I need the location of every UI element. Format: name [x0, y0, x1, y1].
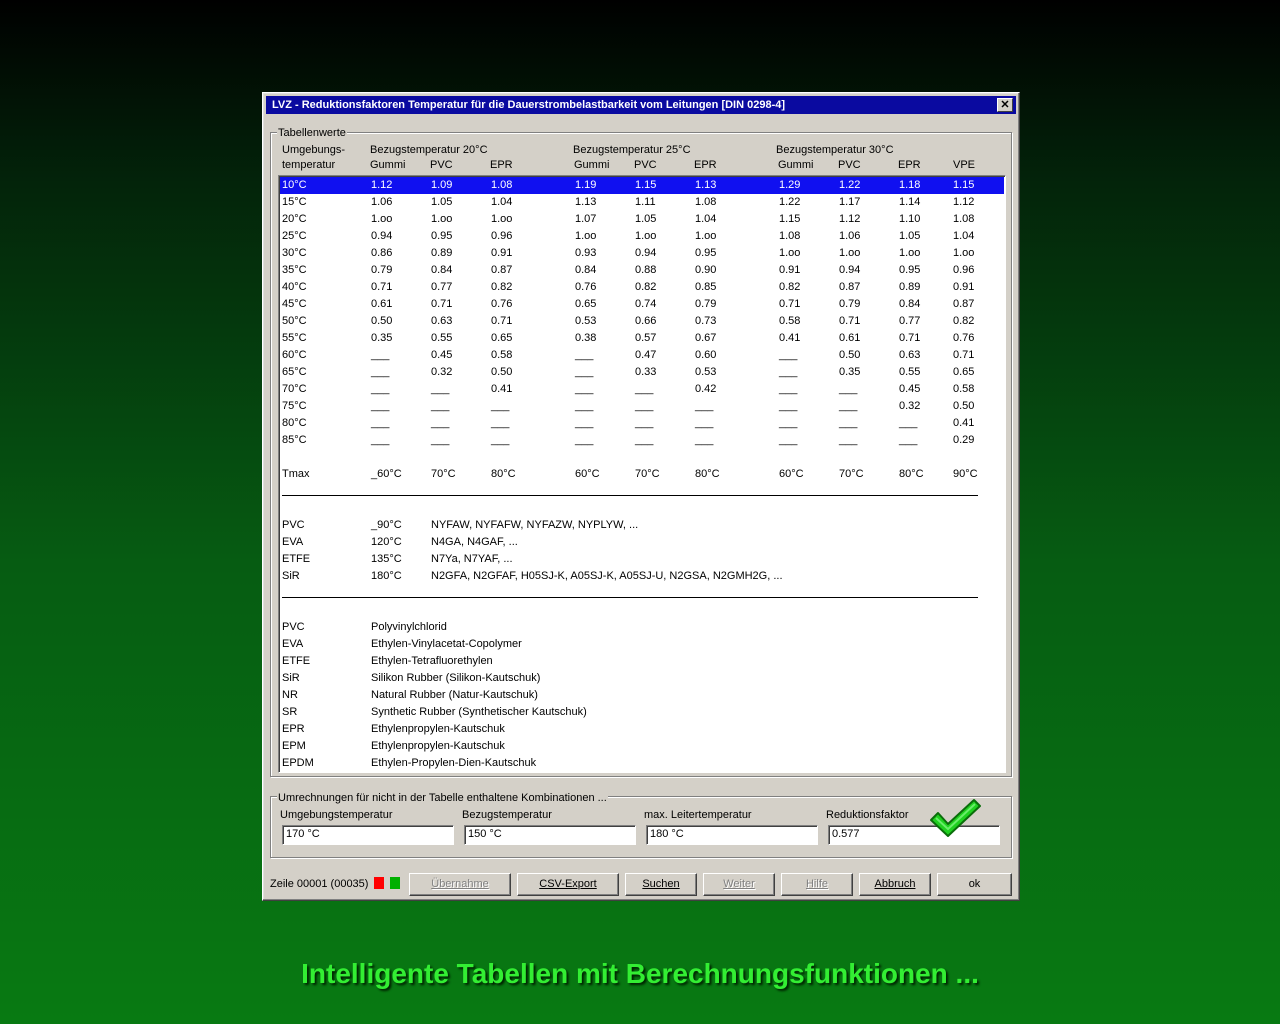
table-cell: ___	[371, 434, 390, 446]
table-cell: 0.96	[491, 230, 513, 242]
table-cell: 0.71	[953, 349, 975, 361]
table-cell: 0.71	[779, 298, 801, 310]
table-cell: 60°C	[282, 349, 307, 361]
umgebung-input[interactable]: 170 °C	[282, 825, 454, 845]
table-cell: 1.12	[839, 213, 861, 225]
status-red-indicator	[374, 877, 384, 889]
status-text: Zeile 00001 (00035)	[270, 878, 369, 890]
table-cell: ___	[695, 434, 714, 446]
bezug-label: Bezugstemperatur	[462, 809, 552, 821]
umrechnung-label: Umrechnungen für nicht in der Tabelle enthaltene Kombinationen ...	[278, 792, 607, 804]
table-cell: _60°C	[371, 468, 402, 480]
table-cell: 1.04	[953, 230, 975, 242]
table-cell: 1.05	[899, 230, 921, 242]
table-cell: 0.33	[635, 366, 657, 378]
table-cell: 0.76	[575, 281, 597, 293]
table-cell: 1.11	[635, 196, 656, 208]
table-cell: 80°C	[695, 468, 720, 480]
table-cell: ___	[431, 383, 450, 395]
table-cell: Natural Rubber (Natur-Kautschuk)	[371, 689, 538, 701]
glossary-row[interactable]	[280, 687, 1004, 704]
header-umgebung-1: Umgebungs-	[282, 144, 345, 156]
tabellenwerte-label: Tabellenwerte	[278, 127, 346, 139]
table-cell: 0.50	[953, 400, 975, 412]
table-cell: 1.04	[491, 196, 513, 208]
table-cell: ___	[371, 400, 390, 412]
table-cell: 0.32	[431, 366, 453, 378]
table-cell: 70°C	[431, 468, 456, 480]
table-cell: ___	[575, 349, 594, 361]
maxleiter-input[interactable]: 180 °C	[646, 825, 818, 845]
table-cell: 1.oo	[695, 230, 717, 242]
table-cell: 0.85	[695, 281, 717, 293]
table-cell: 0.63	[431, 315, 453, 327]
table-cell: PVC	[282, 621, 305, 633]
table-cell: 1.15	[953, 179, 975, 191]
subheader-cell: Gummi	[574, 159, 610, 171]
table-cell: 1.04	[695, 213, 717, 225]
table-cell: 1.08	[953, 213, 975, 225]
table-cell: 1.13	[695, 179, 717, 191]
subheader-cell: PVC	[430, 159, 453, 171]
table-cell: 0.91	[953, 281, 975, 293]
subheader-cell: EPR	[898, 159, 921, 171]
table-cell: 0.55	[431, 332, 453, 344]
table-cell: EPM	[282, 740, 306, 752]
table-cell: 0.96	[953, 264, 975, 276]
table-cell: 0.61	[371, 298, 393, 310]
table-cell: 0.76	[953, 332, 975, 344]
glossary-row[interactable]	[280, 738, 1004, 755]
table-cell: 0.71	[839, 315, 861, 327]
table-cell: 0.58	[953, 383, 975, 395]
table-row[interactable]	[280, 262, 1004, 279]
table-cell: 0.87	[953, 298, 975, 310]
table-cell: EVA	[282, 638, 304, 650]
table-cell: 30°C	[282, 247, 307, 259]
table-cell: 0.71	[491, 315, 513, 327]
table-cell: 0.45	[431, 349, 453, 361]
table-row[interactable]	[280, 381, 1004, 398]
table-cell: 0.90	[695, 264, 717, 276]
table-cell: 0.88	[635, 264, 657, 276]
caption-text: Intelligente Tabellen mit Berechnungsfunktionen ...	[301, 958, 979, 989]
table-cell: 0.89	[431, 247, 453, 259]
table-cell: ___	[491, 434, 510, 446]
header-bezug-25: Bezugstemperatur 25°C	[573, 144, 691, 156]
table-cell: 0.65	[575, 298, 597, 310]
table-cell: ___	[575, 383, 594, 395]
table-cell: 0.60	[695, 349, 717, 361]
table-cell: 1.oo	[779, 247, 801, 259]
table-cell: 180°C	[371, 570, 402, 582]
header-bezug-30: Bezugstemperatur 30°C	[776, 144, 894, 156]
window-title: LVZ - Reduktionsfaktoren Temperatur für die Dauerstrombelastbarkeit vom Leitungen [DIN 0298-4]	[272, 99, 786, 111]
table-cell: 70°C	[839, 468, 864, 480]
subheader-cell: Gummi	[370, 159, 406, 171]
table-cell: 1.19	[575, 179, 597, 191]
table-cell: 0.91	[779, 264, 801, 276]
table-cell: 1.oo	[899, 247, 921, 259]
table-cell: 0.55	[899, 366, 921, 378]
table-cell: 55°C	[282, 332, 307, 344]
suchen-button[interactable]: Suchen	[625, 873, 697, 896]
table-cell: Ethylenpropylen-Kautschuk	[371, 740, 505, 752]
table-cell: 0.74	[635, 298, 657, 310]
table-cell: 0.63	[899, 349, 921, 361]
table-row[interactable]	[280, 398, 1004, 415]
table-cell: 65°C	[282, 366, 307, 378]
data-table[interactable]	[278, 175, 1006, 773]
table-cell: 0.91	[491, 247, 513, 259]
csv-export-button[interactable]: CSV-Export	[517, 873, 619, 896]
table-cell: ___	[899, 417, 918, 429]
table-row[interactable]	[280, 449, 1004, 466]
table-cell: Silikon Rubber (Silikon-Kautschuk)	[371, 672, 541, 684]
table-cell: 1.oo	[491, 213, 513, 225]
glossary-row[interactable]	[280, 670, 1004, 687]
table-cell: 1.06	[371, 196, 393, 208]
table-cell: ___	[839, 417, 858, 429]
table-cell: 1.09	[431, 179, 453, 191]
table-row[interactable]	[280, 415, 1004, 432]
subheader-cell: EPR	[694, 159, 717, 171]
table-cell: 70°C	[635, 468, 660, 480]
table-cell: ___	[899, 434, 918, 446]
table-cell: N2GFA, N2GFAF, H05SJ-K, A05SJ-K, A05SJ-U, N2GSA, N2GMH2G, ...	[431, 570, 783, 582]
table-row[interactable]	[280, 177, 1004, 194]
table-cell: ___	[695, 400, 714, 412]
table-cell: 0.42	[695, 383, 717, 395]
table-cell: 0.50	[491, 366, 513, 378]
table-cell: 0.61	[839, 332, 861, 344]
table-row[interactable]	[280, 313, 1004, 330]
table-cell: 0.71	[899, 332, 921, 344]
table-cell: 0.47	[635, 349, 657, 361]
separator-line	[282, 597, 978, 598]
material-row[interactable]	[280, 568, 1004, 585]
table-cell: 1.oo	[839, 247, 861, 259]
table-cell: 0.77	[431, 281, 453, 293]
table-cell: 0.82	[953, 315, 975, 327]
table-cell: 1.22	[779, 196, 801, 208]
ok-button[interactable]: ok	[937, 873, 1012, 896]
subheader-cell: VPE	[953, 159, 976, 171]
check-icon	[928, 798, 982, 840]
table-cell: Ethylenpropylen-Kautschuk	[371, 723, 505, 735]
table-cell: 0.82	[491, 281, 513, 293]
table-cell: ___	[371, 366, 390, 378]
table-cell: 0.35	[371, 332, 393, 344]
table-cell: 0.73	[695, 315, 717, 327]
table-cell: 0.65	[491, 332, 513, 344]
table-cell: 80°C	[282, 417, 307, 429]
table-cell: 80°C	[491, 468, 516, 480]
table-cell: ___	[431, 400, 450, 412]
table-cell: ___	[491, 417, 510, 429]
table-cell: ___	[371, 349, 390, 361]
table-cell: 0.29	[953, 434, 975, 446]
table-cell: ___	[779, 366, 798, 378]
table-cell: 80°C	[899, 468, 924, 480]
table-cell: 0.87	[491, 264, 513, 276]
table-row[interactable]	[280, 330, 1004, 347]
table-cell: 1.oo	[635, 230, 657, 242]
table-cell: ___	[575, 434, 594, 446]
table-cell: SiR	[282, 672, 300, 684]
table-cell: 0.89	[899, 281, 921, 293]
table-cell: 1.oo	[371, 213, 393, 225]
material-row[interactable]	[280, 551, 1004, 568]
table-cell: 50°C	[282, 315, 307, 327]
table-row[interactable]	[280, 245, 1004, 262]
table-cell: 0.77	[899, 315, 921, 327]
table-cell: 1.15	[779, 213, 801, 225]
subheader-cell: PVC	[634, 159, 657, 171]
table-cell: 0.71	[431, 298, 453, 310]
table-cell: ___	[371, 417, 390, 429]
table-cell: N7Ya, N7YAF, ...	[431, 553, 513, 565]
table-cell: NYFAW, NYFAFW, NYFAZW, NYPLYW, ...	[431, 519, 639, 531]
table-cell: 90°C	[953, 468, 978, 480]
table-row[interactable]	[280, 211, 1004, 228]
table-cell: 40°C	[282, 281, 307, 293]
table-cell: 1.08	[779, 230, 801, 242]
table-cell: 1.12	[371, 179, 393, 191]
umgebung-label: Umgebungstemperatur	[280, 809, 393, 821]
table-cell: 0.93	[575, 247, 597, 259]
table-cell: 0.65	[953, 366, 975, 378]
table-cell: 25°C	[282, 230, 307, 242]
table-cell: 0.87	[839, 281, 861, 293]
table-cell: 0.84	[575, 264, 597, 276]
table-cell: SR	[282, 706, 298, 718]
table-cell: 1.22	[839, 179, 861, 191]
dialog-window	[262, 92, 1020, 901]
table-cell: Ethylen-Propylen-Dien-Kautschuk	[371, 757, 537, 769]
table-cell: Polyvinylchlorid	[371, 621, 447, 633]
table-cell: ___	[779, 349, 798, 361]
table-cell: 0.58	[779, 315, 801, 327]
uebernahme-button[interactable]: Übernahme	[409, 873, 511, 896]
table-cell: 1.18	[899, 179, 921, 191]
table-cell: 0.41	[953, 417, 975, 429]
table-cell: EPDM	[282, 757, 314, 769]
table-cell: 0.82	[635, 281, 657, 293]
table-cell: 0.95	[899, 264, 921, 276]
table-cell: ___	[839, 400, 858, 412]
maxleiter-label: max. Leitertemperatur	[644, 809, 752, 821]
table-cell: 1.oo	[575, 230, 597, 242]
table-cell: 0.94	[635, 247, 657, 259]
table-cell: 0.76	[491, 298, 513, 310]
abbruch-button[interactable]: Abbruch	[859, 873, 931, 896]
table-cell: Synthetic Rubber (Synthetischer Kautschuk)	[371, 706, 587, 718]
table-cell: 1.17	[839, 196, 861, 208]
table-cell: _90°C	[371, 519, 402, 531]
table-cell: 1.oo	[431, 213, 453, 225]
table-cell: 0.50	[839, 349, 861, 361]
table-cell: 0.84	[899, 298, 921, 310]
table-cell: 0.35	[839, 366, 861, 378]
table-cell: SiR	[282, 570, 300, 582]
table-cell: 1.10	[899, 213, 921, 225]
glossary-row[interactable]	[280, 619, 1004, 636]
table-cell: 0.66	[635, 315, 657, 327]
table-cell: NR	[282, 689, 298, 701]
table-row[interactable]	[280, 347, 1004, 364]
table-cell: 1.oo	[953, 247, 975, 259]
table-cell: EVA	[282, 536, 304, 548]
table-cell: 20°C	[282, 213, 307, 225]
material-row[interactable]	[280, 534, 1004, 551]
table-cell: ___	[575, 366, 594, 378]
table-cell: 1.14	[899, 196, 921, 208]
table-cell: 1.13	[575, 196, 597, 208]
glossary-row[interactable]	[280, 755, 1004, 772]
table-cell: ___	[371, 383, 390, 395]
table-cell: 0.86	[371, 247, 393, 259]
table-cell: 0.94	[371, 230, 393, 242]
table-cell: 0.57	[635, 332, 657, 344]
subheader-cell: Gummi	[778, 159, 814, 171]
table-cell: 45°C	[282, 298, 307, 310]
table-cell: 10°C	[282, 179, 307, 191]
close-button[interactable]: ✕	[997, 98, 1013, 112]
table-cell: Ethylen-Vinylacetat-Copolymer	[371, 638, 522, 650]
table-cell: 1.08	[695, 196, 717, 208]
table-cell: 0.79	[839, 298, 861, 310]
table-cell: 70°C	[282, 383, 307, 395]
table-cell: Ethylen-Tetrafluorethylen	[371, 655, 493, 667]
table-cell: 0.67	[695, 332, 717, 344]
table-cell: 60°C	[575, 468, 600, 480]
table-cell: 0.94	[839, 264, 861, 276]
table-cell: 1.15	[635, 179, 657, 191]
glossary-row[interactable]	[280, 704, 1004, 721]
table-cell: Tmax	[282, 468, 310, 480]
bezug-input[interactable]: 150 °C	[464, 825, 636, 845]
table-cell: 120°C	[371, 536, 402, 548]
table-cell: ___	[431, 434, 450, 446]
table-cell: ___	[635, 383, 654, 395]
table-row[interactable]	[280, 466, 1004, 483]
table-cell: 135°C	[371, 553, 402, 565]
table-row[interactable]	[280, 279, 1004, 296]
table-cell: 0.84	[431, 264, 453, 276]
table-cell: ___	[779, 434, 798, 446]
header-umgebung-2: temperatur	[282, 159, 336, 171]
table-cell: 1.05	[431, 196, 453, 208]
table-cell: 0.41	[779, 332, 801, 344]
table-cell: ___	[779, 417, 798, 429]
table-cell: 1.05	[635, 213, 657, 225]
table-cell: ___	[575, 417, 594, 429]
faktor-output: 0.577	[828, 825, 1000, 845]
table-cell: 0.41	[491, 383, 513, 395]
table-cell: ___	[839, 383, 858, 395]
table-row[interactable]	[280, 194, 1004, 211]
table-cell: ETFE	[282, 655, 311, 667]
table-cell: N4GA, N4GAF, ...	[431, 536, 518, 548]
table-row[interactable]	[280, 432, 1004, 449]
material-row[interactable]	[280, 517, 1004, 534]
table-cell: ___	[779, 400, 798, 412]
table-cell: 0.79	[371, 264, 393, 276]
table-row[interactable]	[280, 228, 1004, 245]
table-cell: 0.71	[371, 281, 393, 293]
table-cell: ___	[695, 417, 714, 429]
table-cell: 1.12	[953, 196, 975, 208]
glossary-row[interactable]	[280, 721, 1004, 738]
glossary-row[interactable]	[280, 636, 1004, 653]
table-cell: ___	[635, 400, 654, 412]
title-bar	[266, 96, 1016, 114]
table-cell: 1.07	[575, 213, 597, 225]
table-cell: ___	[575, 400, 594, 412]
table-cell: 0.79	[695, 298, 717, 310]
table-cell: 0.58	[491, 349, 513, 361]
table-row[interactable]	[280, 364, 1004, 381]
hilfe-button[interactable]: Hilfe	[781, 873, 853, 896]
table-cell: 35°C	[282, 264, 307, 276]
table-cell: 1.06	[839, 230, 861, 242]
table-cell: 60°C	[779, 468, 804, 480]
table-row[interactable]	[280, 296, 1004, 313]
table-cell: 0.45	[899, 383, 921, 395]
table-cell: 15°C	[282, 196, 307, 208]
table-cell: 0.50	[371, 315, 393, 327]
table-cell: EPR	[282, 723, 305, 735]
table-cell: 1.08	[491, 179, 513, 191]
table-cell: 0.95	[431, 230, 453, 242]
table-cell: ___	[839, 434, 858, 446]
table-cell: 0.95	[695, 247, 717, 259]
status-green-indicator	[390, 877, 400, 889]
table-cell: ___	[431, 417, 450, 429]
table-cell: 0.53	[575, 315, 597, 327]
subheader-cell: EPR	[490, 159, 513, 171]
glossary-row[interactable]	[280, 653, 1004, 670]
table-cell: 0.38	[575, 332, 597, 344]
table-cell: ___	[779, 383, 798, 395]
table-cell: ETFE	[282, 553, 311, 565]
table-cell: 0.32	[899, 400, 921, 412]
table-cell: 85°C	[282, 434, 307, 446]
table-cell: ___	[635, 434, 654, 446]
table-cell: PVC	[282, 519, 305, 531]
table-cell: ___	[635, 417, 654, 429]
weiter-button[interactable]: Weiter	[703, 873, 775, 896]
subheader-cell: PVC	[838, 159, 861, 171]
faktor-label: Reduktionsfaktor	[826, 809, 909, 821]
table-cell: ___	[491, 400, 510, 412]
table-cell: 1.29	[779, 179, 801, 191]
header-bezug-20: Bezugstemperatur 20°C	[370, 144, 488, 156]
table-cell: 0.53	[695, 366, 717, 378]
separator-line	[282, 495, 978, 496]
table-cell: 0.82	[779, 281, 801, 293]
table-cell: 75°C	[282, 400, 307, 412]
